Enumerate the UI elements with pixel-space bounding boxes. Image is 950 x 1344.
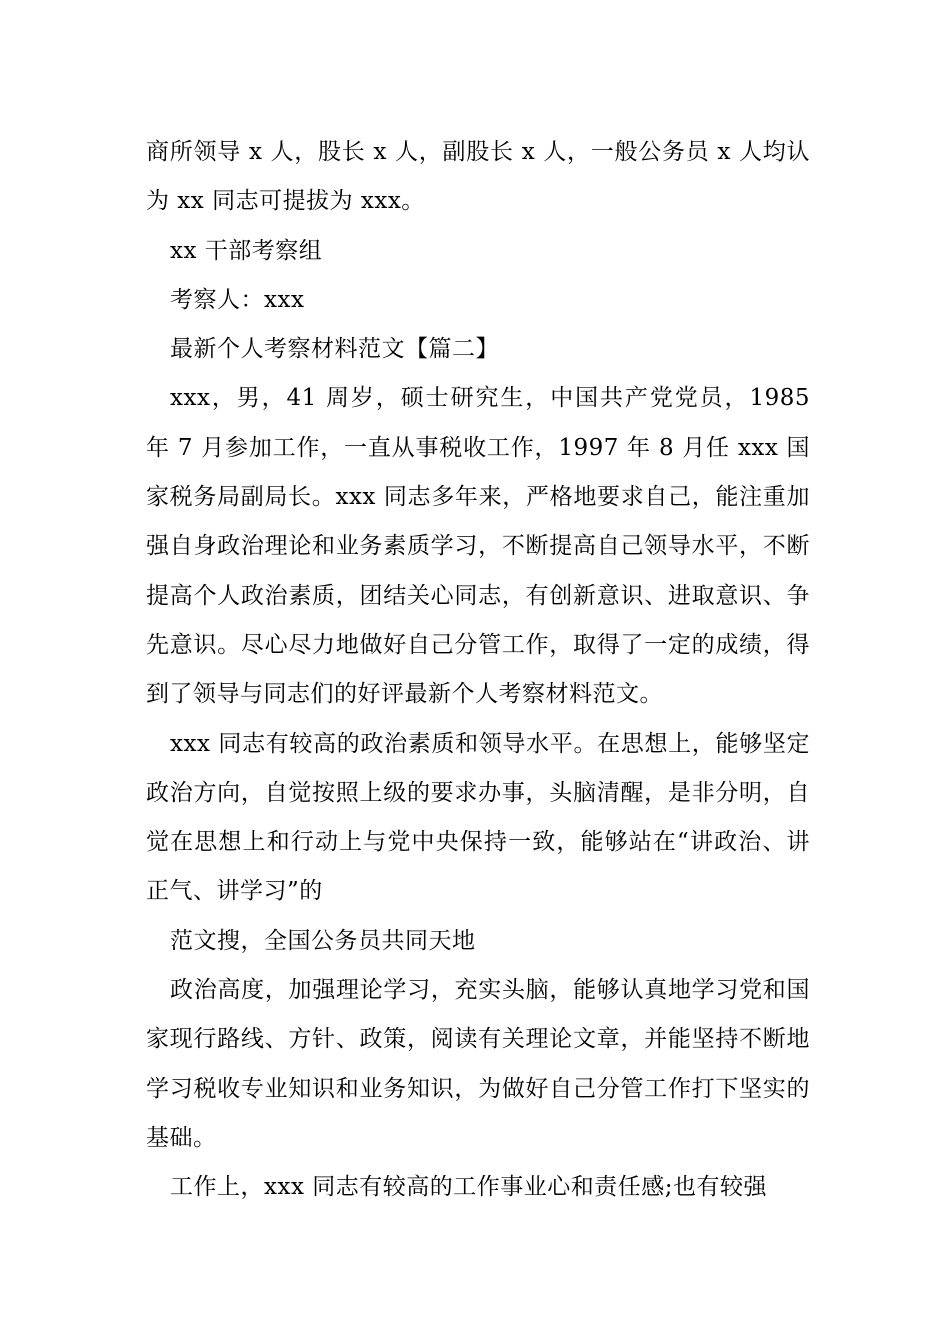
paragraph-profile: xxx，男，41 周岁，硕士研究生，中国共产党党员，1985 年 7 月参加工作，一直从事税收工作，1997 年 8 月任 xxx 国家税务局副局长。xxx 同志多年来，严格地要求自己，能注重加强自身政治理论和业务素质学习，不断提高自己领导水平，不断提高个人政治素质，团结关心同志，有创新意识、进取意识、争先意识。尽心尽力地做好自己分管工作，取得了一定的成绩，得到了领导与同志们的好评最新个人考察材料范文。 [146,385,810,708]
paragraph-group-name: xx 干部考察组 [170,237,323,264]
paragraph-continuation: 商所领导 x 人，股长 x 人，副股长 x 人，一般公务员 x 人均认为 xx 同志可提拔为 xxx。 [146,139,810,215]
section-heading: 最新个人考察材料范文【篇二】 [170,336,499,363]
paragraph-work: 工作上，xxx 同志有较高的工作事业心和责任感;也有较强 [170,1174,767,1201]
document-body [146,128,810,1213]
paragraph-theory-study: 政治高度，加强理论学习，充实头脑，能够认真地学习党和国家现行路线、方针、政策，阅读有关理论文章，并能坚持不断地学习税收专业知识和业务知识，为做好自己分管工作打下坚实的基础。 [146,977,810,1151]
paragraph-political-quality: xxx 同志有较高的政治素质和领导水平。在思想上，能够坚定政治方向，自觉按照上级的要求办事，头脑清醒，是非分明，自觉在思想上和行动上与党中央保持一致，能够站在“讲政治、讲正气、讲学习”的 [146,730,810,905]
paragraph-site-slogan: 范文搜，全国公务员共同天地 [170,927,476,954]
paragraph-inspector: 考察人：xxx [170,286,305,313]
